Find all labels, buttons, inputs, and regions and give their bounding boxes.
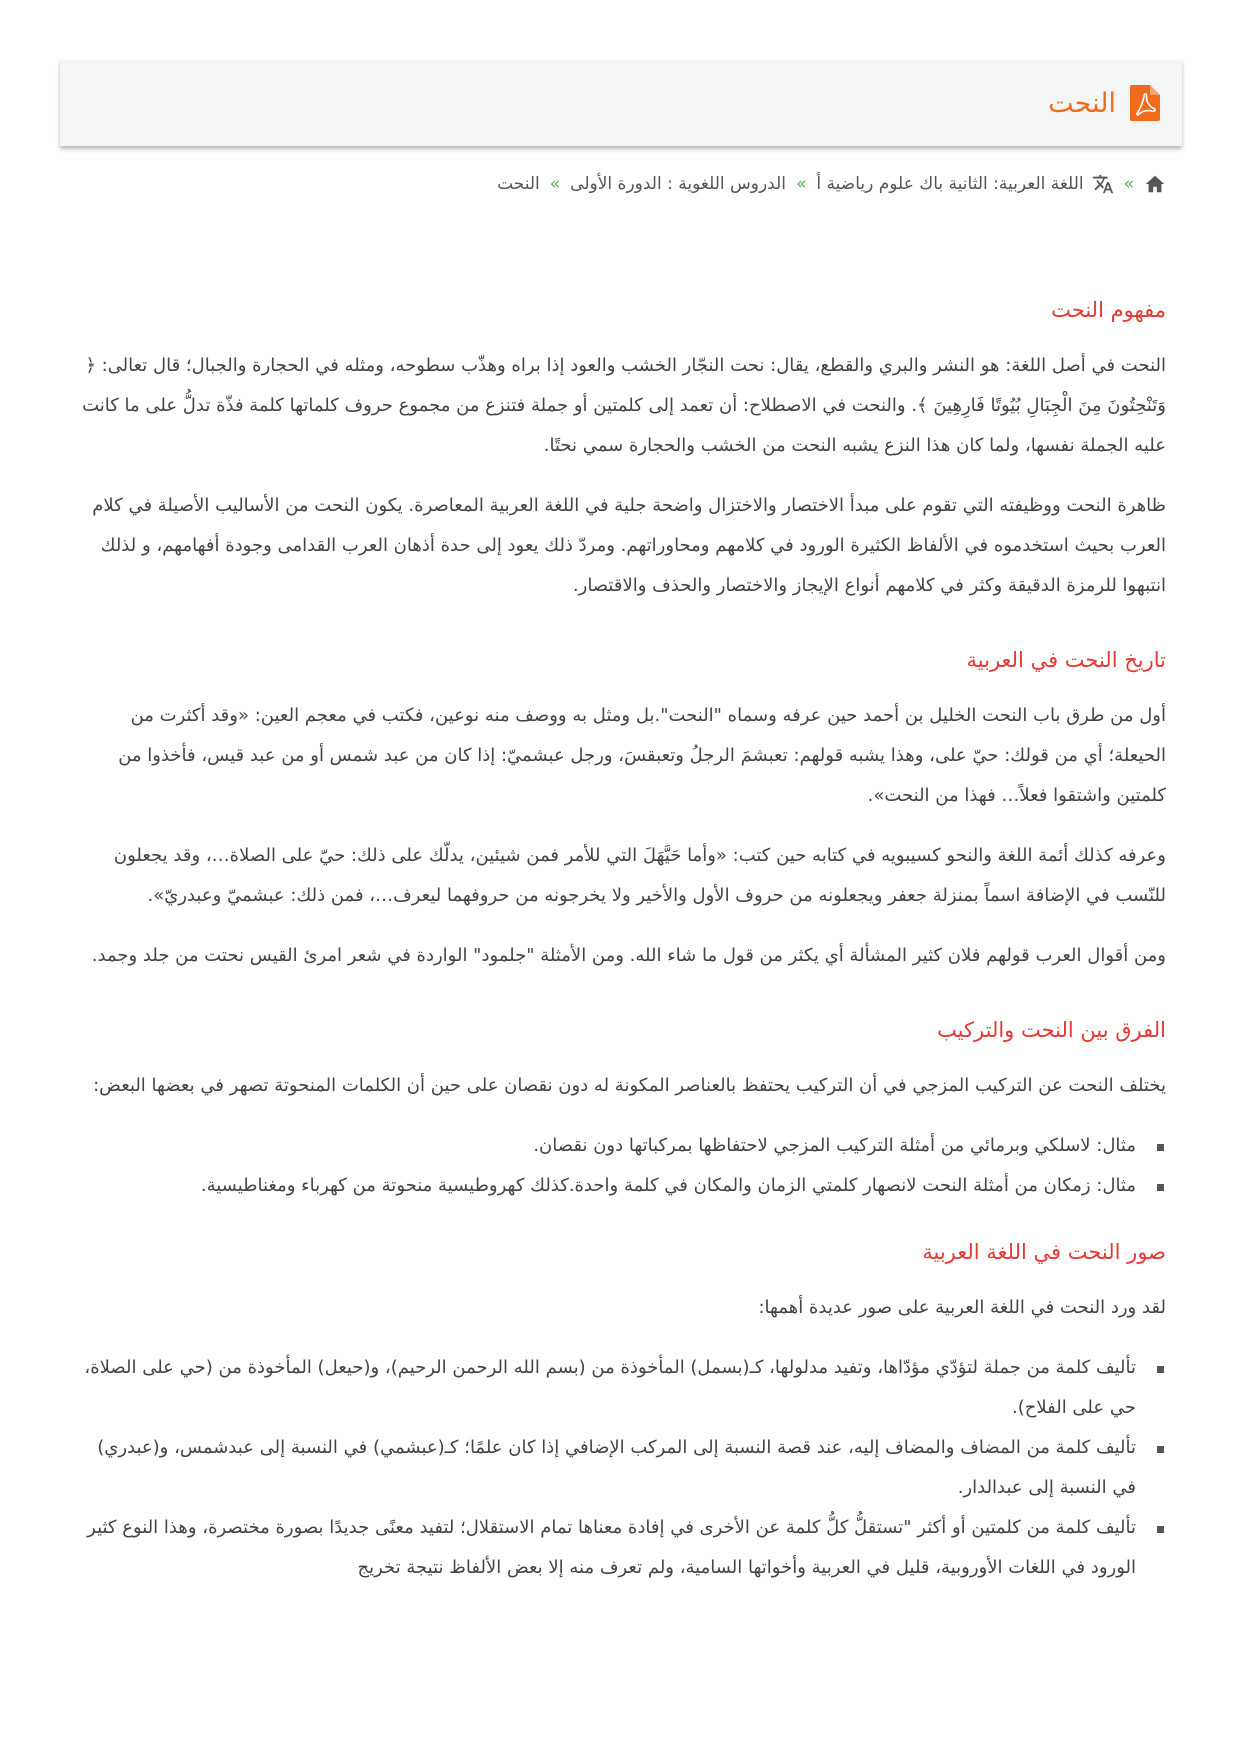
paragraph: ظاهرة النحت ووظيفته التي تقوم على مبدأ الاختصار والاختزال واضحة جلية في اللغة العربية المعاصرة. يكون النحت من الأساليب الأصيلة في كلام العرب بحيث استخدموه في الألفاظ الكثيرة الورود في كلامهم ومحاوراتهم. ومردّ ذلك يعود إلى حدة أذهان العرب القدامى وجودة أفهامهم، و لذلك انتبهوا للرمزة الدقيقة وكثر في كلامهم أنواع الإيجاز والاختصار والحذف والاقتصار. bbox=[92, 495, 1166, 596]
paragraph: ومن أقوال العرب قولهم فلان كثير المشألة أي يكثر من قول ما شاء الله. ومن الأمثلة "جلمود" الواردة في شعر امرئ القيس نحتت من جلد وجمد. bbox=[91, 945, 1166, 966]
list-item: مثال: زمكان من أمثلة النحت لانصهار كلمتي الزمان والمكان في كلمة واحدة.كذلك كهروطيسية منحوتة من كهرباء ومغناطيسية. bbox=[74, 1166, 1136, 1206]
title-bar bbox=[60, 60, 1182, 146]
paragraph: النحت في أصل اللغة: هو النشر والبري والقطع، يقال: نحت النجّار الخشب والعود إذا براه وهذّب سطوحه، ومثله في الحجارة والجبال؛ قال تعالى: ﴿ وَتَنْحِتُونَ مِنَ الْجِبَالِ بُيُوتًا فَارِهِينَ ﴾. والنحت في الاصطلاح: أن تعمد إلى كلمتين أو جملة فتنزع من مجموع حروف كلماتها كلمة فذّة تدلُّ على ما كانت عليه الجملة نفسها، ولما كان هذا النزع يشبه النحت من الخشب والحجارة سمي نحتًا. bbox=[82, 355, 1166, 456]
section-forms bbox=[74, 1232, 1166, 1588]
section-difference bbox=[74, 1010, 1166, 1206]
list-item: تأليف كلمة من المضاف والمضاف إليه، عند قصة النسبة إلى المركب الإضافي إذا كان علمًا؛ كـ(عبشمي) في النسبة إلى عبدشمس، و(عبدري) في النسبة إلى عبدالدار. bbox=[74, 1428, 1136, 1508]
section-heading: مفهوم النحت bbox=[1051, 298, 1166, 322]
section-history bbox=[74, 640, 1166, 976]
example-list bbox=[74, 1126, 1166, 1206]
paragraph: يختلف النحت عن التركيب المزجي في أن التركيب يحتفظ بالعناصر المكونة له دون نقصان على حين أن الكلمات المنحوتة تصهر في بعضها البعض: bbox=[93, 1075, 1166, 1096]
list-item: تأليف كلمة من كلمتين أو أكثر "تستقلُّ كلُّ كلمة عن الأخرى في إفادة معناها تمام الاستقلال؛ لتفيد معنًى جديدًا بصورة مختصرة، وهذا النوع كثير الورود في اللغات الأوروبية، قليل في العربية وأخواتها السامية، ولم تعرف منه إلا بعض الألفاظ نتيجة تخريج bbox=[74, 1508, 1136, 1588]
breadcrumb-item-current: النحت bbox=[497, 174, 540, 194]
breadcrumb-separator: » bbox=[796, 174, 807, 194]
breadcrumb-separator: » bbox=[1123, 174, 1134, 194]
paragraph: أول من طرق باب النحت الخليل بن أحمد حين عرفه وسماه "النحت".بل ومثل به ووصف منه نوعين، فكتب في معجم العين: «وقد أكثرت من الحيعلة؛ أي من قولك: حيّ على، وهذا يشبه قولهم: تعبشمَ الرجلُ وتعبقسَ، ورجل عبشميّ: إذا كان من عبد شمس أو من عبد قيس، فأخذوا من كلمتين واشتقوا فعلاً… فهذا من النحت». bbox=[118, 705, 1166, 806]
list-item: مثال: لاسلكي وبرمائي من أمثلة التركيب المزجي لاحتفاظها بمركباتها دون نقصان. bbox=[74, 1126, 1136, 1166]
breadcrumb-item-course[interactable]: اللغة العربية: الثانية باك علوم رياضية أ bbox=[816, 174, 1084, 194]
paragraph: لقد ورد النحت في اللغة العربية على صور عديدة أهمها: bbox=[758, 1297, 1166, 1318]
page-title: النحت bbox=[1048, 87, 1116, 119]
section-heading: صور النحت في اللغة العربية bbox=[922, 1240, 1166, 1264]
pdf-file-icon[interactable] bbox=[1130, 85, 1160, 121]
translate-icon bbox=[1092, 173, 1114, 195]
article-content bbox=[74, 290, 1166, 1614]
section-heading: الفرق بين النحت والتركيب bbox=[937, 1018, 1166, 1042]
paragraph: وعرفه كذلك أئمة اللغة والنحو كسيبويه في كتابه حين كتب: «وأما حَيَّهَلَ التي للأمر فمن شيئين، يدلّك على ذلك: حيّ على الصلاة…، وقد يجعلون للنّسب في الإضافة اسماً بمنزلة جعفر ويجعلونه من حروف الأول والأخير ولا يخرجونه من حروفهما ليعرف…، فمن ذلك: عبشميّ وعبدريّ». bbox=[113, 845, 1166, 906]
section-concept bbox=[74, 290, 1166, 606]
list-item: تأليف كلمة من جملة لتؤدّي مؤدّاها، وتفيد مدلولها، كـ(بسمل) المأخوذة من (بسم الله الرحمن الرحيم)، و(حيعل) المأخوذة من (حي على الصلاة، حي على الفلاح). bbox=[74, 1348, 1136, 1428]
breadcrumb-separator: » bbox=[549, 174, 561, 194]
section-heading: تاريخ النحت في العربية bbox=[966, 648, 1166, 672]
breadcrumb bbox=[497, 168, 1166, 200]
breadcrumb-item-lessons[interactable]: الدروس اللغوية : الدورة الأولى bbox=[570, 174, 787, 194]
forms-list bbox=[74, 1348, 1166, 1588]
home-icon[interactable] bbox=[1144, 173, 1166, 195]
